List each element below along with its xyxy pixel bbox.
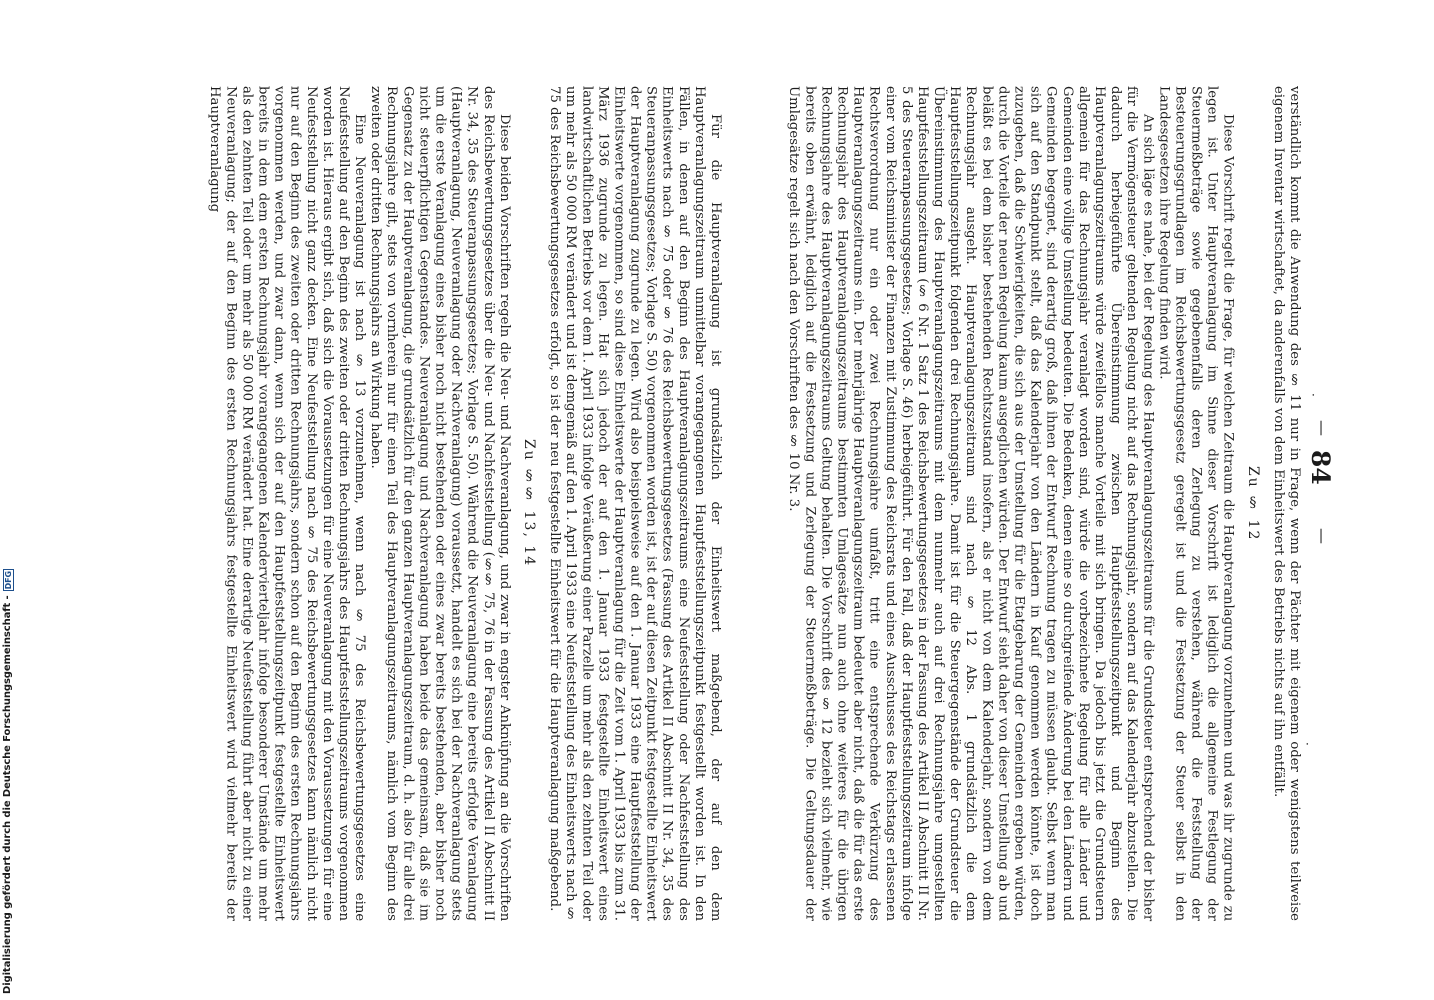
page-number-dash-right: —	[1313, 528, 1332, 544]
paragraph: An sich läge es nahe, bei der Regelung des Hauptveranlagungszeitraums für die Grundsteuer entsprechend der bisher für die Vermögensteuer geltenden Regelung nicht auf das Rechnungsjahr, sondern auf das Kalenderjahr abzustellen. Die dadurch herbeigeführte Übereinstimmung zwischen Hauptfeststellungszeitpunkt und Beginn des Hauptveranlagungszeitraums würde zweifellos manche Vorteile mit sich bringen. Da jedoch bis jetzt die Grundsteuern allgemein für das Rechnungsjahr veranlagt worden sind, würde die vorbezeichnete Regelung für alle Länder und Gemeinden eine völlige Umstellung bedeuten. Die Bedenken, denen eine so durchgreifende Änderung bei den Ländern und Gemeinden begegnet, sind derartig groß, daß ihnen der Entwurf Rechnung tragen zu müssen glaubt. Selbst wenn man sich auf den Standpunkt stellt, daß das Kalenderjahr von den Ländern in Kauf genommen werden könnte, ist doch zuzugeben, daß die Schwierigkeiten, die sich aus der Umstellung für die Etatgebarung der Gemeinden ergeben würden, durch die Vorteile der neuen Regelung kaum ausgeglichen würden. Der Entwurf sieht daher von dieser Umstellung ab und beläßt es bei dem bisher bestehenden Rechtszustand insofern, als er nicht von dem Kalenderjahr, sondern von dem Rechnungsjahr ausgeht. Hauptveranlagungszeitraum sind nach § 12 Abs. 1 grundsätzlich die dem Hauptfeststellungszeitpunkt folgenden drei Rechnungsjahre. Damit ist für die Steuergegenstände der Grundsteuer die Übereinstimmung des Hauptveranlagungszeitraums mit dem nunmehr auch auf drei Rechnungsjahre umgestellten Hauptfeststellungszeitraum (§ 6 Nr. 1 Satz 1 des Reichsbewertungsgesetzes in der Fassung des Artikel II Abschnitt II Nr. 5 des Steueranpassungsgesetzes; Vorlage S. 46) herbeigeführt. Für den Fall, daß der Hauptfeststellungszeitraum infolge einer vom Reichsminister der Finanzen mit Zustimmung des Reichsrats und eines Ausschusses des Reichstags erlassenen Rechtsverordnung nur ein oder zwei Rechnungsjahre umfaßt, tritt eine entsprechende Verkürzung des Hauptveranlagungszeitraums ein. Der mehrjährige Hauptveranlagungszeitraum bedeutet aber nicht, daß die für das erste Rechnungsjahr des Hauptveranlagungszeitraums bestimmten Umlagesätze nun auch ohne weiteres für die übrigen Rechnungsjahre des Hauptveranlagungszeitraums Geltung behalten. Die Vorschrift des § 12 bezieht sich vielmehr, wie bereits oben erwähnt, lediglich auf die Festsetzung und Zerlegung der Steuermeßbeträge. Die Geltungsdauer der Umlagesätze regelt sich nach den Vorschriften des § 10 Nr. 3.	[786, 86, 1156, 921]
page-number-dash-left: —	[1313, 420, 1332, 436]
paragraph: Eine Neuveranlagung ist nach § 13 vorzunehmen, wenn nach § 75 des Reichsbewertungsgesetzes eine Neufeststellung auf den Beginn des zweiten oder dritten Rechnungsjahrs des Hauptfeststellungszeitraums vorgenommen worden ist. Hieraus ergibt sich, daß sich die Voraussetzungen für eine Neuveranlagung mit den Voraussetzungen für eine Neufeststellung nicht ganz decken. Eine Neufeststellung nach § 75 des Reichsbewertungsgesetzes kann nämlich nicht nur auf den Beginn des zweiten oder dritten Rechnungsjahrs, sondern schon auf den Beginn des ersten Rechnungsjahrs vorgenommen werden, und zwar dann, wenn sich der auf den Hauptfeststellungszeitpunkt festgestellte Einheitswert bereits in dem dem ersten Rechnungsjahr vorangegangenen Kalendervierteljahr infolge besonderer Umstände um mehr als den zehnten Teil oder um mehr als 50 000 RM verändert hat. Eine derartige Neufeststellung führt aber nicht zu einer Neuveranlagung; der auf den Beginn des ersten Rechnungsjahrs festgestellte Einheitswert wird vielmehr bereits der Hauptveranlagung	[207, 86, 368, 921]
dfg-logo: DFG	[3, 571, 13, 590]
paragraph: verständlich kommt die Anwendung des § 11 nur in Frage, wenn der Pächter mit eigenem oder wenigstens teilweise eigenem Inventar wirtschaftet, da anderenfalls von dem Einheitswert des Betriebs nichts auf ihn entfällt.	[1270, 86, 1302, 921]
digitization-footer	[2, 4, 14, 994]
section-heading-13-14: Zu §§ 13, 14	[520, 439, 537, 568]
paragraph: Diese Vorschrift regelt die Frage, für welchen Zeitraum die Hauptveranlagung vorzunehmen und was ihr zugrunde zu legen ist. Unter Hauptveranlagung im Sinne dieser Vorschrift ist lediglich die allgemeine Festlegung der Steuermeßbeträge sowie gegebenenfalls deren Zerlegung zu verstehen, während die Feststellung der Besteuerungsgrundlagen im Reichsbewertungsgesetz geregelt ist und die Festsetzung der Steuer selbst in den Landesgesetzen ihre Regelung finden wird.	[1156, 86, 1236, 921]
footer-text: Digitalisierung gefördert durch die Deutsche Forschungsgemeinschaft -	[2, 595, 13, 994]
text-column-left	[133, 86, 723, 921]
page-number: 84	[1306, 450, 1335, 485]
section-heading-12: Zu § 12	[1244, 465, 1261, 542]
paragraph: Für die Hauptveranlagung ist grundsätzlich der Einheitswert maßgebend, der auf den dem Hauptveranlagungszeitraum unmittelbar vorangegangenen Hauptfeststellungszeitpunkt festgestellt worden ist. In den Fällen, in denen auf den Beginn des Hauptveranlagungszeitraums eine Neufeststellung oder Nachfeststellung des Einheitswerts nach § 75 oder § 76 des Reichsbewertungsgesetzes (Fassung des Artikel II Abschnitt II Nr. 34, 35 des Steueranpassungsgesetzes; Vorlage S. 50) vorgenommen worden ist, ist der auf diesen Zeitpunkt festgestellte Einheitswert der Hauptveranlagung zugrunde zu legen. Wird also beispielsweise auf den 1. Januar 1933 eine Hauptfeststellung der Einheitswerte vorgenommen, so sind diese Einheitswerte der Hauptveranlagung für die Zeit vom 1. April 1933 bis zum 31. März 1936 zugrunde zu legen. Hat sich jedoch der auf den 1. Januar 1933 festgestellte Einheitswert eines landwirtschaftlichen Betriebs vor dem 1. April 1933 infolge Veräußerung einer Parzelle um mehr als den zehnten Teil oder um mehr als 50 000 RM verändert und ist demgemäß auf den 1. April 1933 eine Neufeststellung des Einheitswerts nach § 75 des Reichsbewertungsgesetzes erfolgt, so ist der neu festgestellte Einheitswert für die Hauptveranlagung maßgebend.	[547, 86, 723, 921]
paragraph: Diese beiden Vorschriften regeln die Neu- und Nachveranlagung, und zwar in engster Anknüpfung an die Vorschriften des Reichsbewertungsgesetzes über die Neu- und Nachfeststellung (§§ 75, 76 in der Fassung des Artikel II Abschnitt II Nr. 34, 35 des Steueranpassungsgesetzes; Vorlage S. 50). Während die Neuveranlagung eine bereits erfolgte Veranlagung (Hauptveranlagung, Neuveranlagung oder Nachveranlagung) voraussetzt, handelt es sich bei der Nachveranlagung stets um die erste Veranlagung eines bisher noch nicht bestehenden oder eines zwar bereits bestehenden, aber bisher noch nicht steuerpflichtigen Gegenstandes. Neuveranlagung und Nachveranlagung haben beide das gemeinsam, daß sie im Gegensatz zu der Hauptveranlagung, die grundsätzlich für den ganzen Hauptveranlagungszeitraum, d. h. also für alle drei Rechnungsjahre gilt, stets von vornherein nur für einen Teil des Hauptveranlagungszeitraums, nämlich vom Beginn des zweiten oder dritten Rechnungsjahrs an Wirkung haben.	[368, 86, 512, 921]
page-tick-mark: ·	[1306, 393, 1320, 397]
text-column-right	[786, 86, 1302, 921]
page-tick-mark: ·	[1300, 742, 1314, 746]
